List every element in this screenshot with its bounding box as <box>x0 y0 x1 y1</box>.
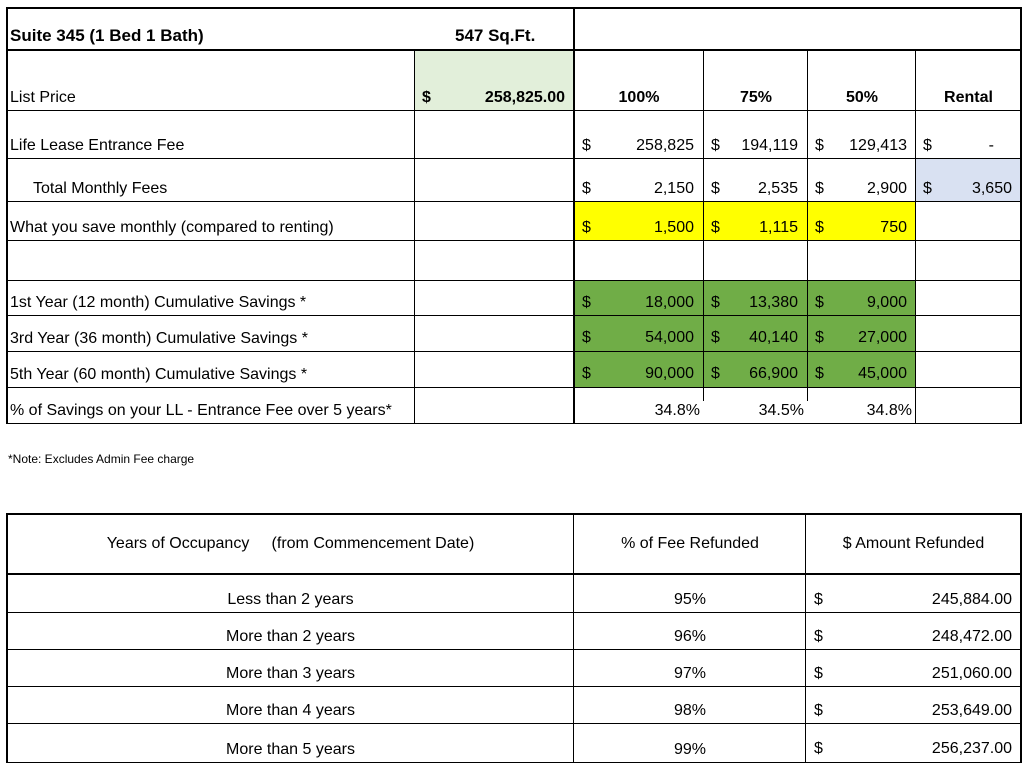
pct-savings-50: 34.8% <box>866 402 912 419</box>
pct-savings-100: 34.8% <box>654 402 700 419</box>
entrance-fee-label: Life Lease Entrance Fee <box>10 137 185 154</box>
list-price-value: 258,825.00 <box>484 89 565 106</box>
year3-75: 40,140 <box>749 329 798 346</box>
year1-50: 9,000 <box>866 294 907 311</box>
monthly-fees-rental: 3,650 <box>971 180 1012 197</box>
year1-75: 13,380 <box>749 294 798 311</box>
monthly-fees-currency-50: $ <box>815 180 824 197</box>
refund-row-period: More than 4 years <box>226 702 355 719</box>
monthly-fees-label: Total Monthly Fees <box>33 180 168 197</box>
year3-currency-100: $ <box>582 329 591 346</box>
refund-header-amount: $ Amount Refunded <box>842 535 985 552</box>
monthly-savings-currency-50: $ <box>815 219 824 236</box>
pct-savings-75: 34.5% <box>758 402 804 419</box>
refund-row-amount: 251,060.00 <box>931 665 1012 682</box>
refund-row-currency: $ <box>814 591 823 608</box>
pct-savings-label: % of Savings on your LL - Entrance Fee over 5 years* <box>10 402 392 419</box>
monthly-savings-75: 1,115 <box>759 219 798 236</box>
year3-savings-label: 3rd Year (36 month) Cumulative Savings * <box>10 330 308 347</box>
refund-header-percent: % of Fee Refunded <box>621 535 759 552</box>
year1-currency-50: $ <box>815 294 824 311</box>
entrance-fee-currency-75: $ <box>711 137 720 154</box>
admin-fee-note: *Note: Excludes Admin Fee charge <box>8 452 195 466</box>
entrance-fee-currency-rental: $ <box>923 137 932 154</box>
year3-currency-75: $ <box>711 329 720 346</box>
refund-row-period: Less than 2 years <box>227 591 354 608</box>
list-price-label: List Price <box>10 89 76 106</box>
refund-row-period: More than 5 years <box>226 741 355 758</box>
year3-currency-50: $ <box>815 329 824 346</box>
year5-50: 45,000 <box>858 365 907 382</box>
year1-100: 18,000 <box>645 294 694 311</box>
year5-currency-100: $ <box>582 365 591 382</box>
monthly-savings-currency-100: $ <box>582 219 591 236</box>
year3-100: 54,000 <box>645 329 694 346</box>
refund-row-percent: 97% <box>673 665 707 682</box>
monthly-savings-50: 750 <box>880 219 907 236</box>
year5-savings-label: 5th Year (60 month) Cumulative Savings * <box>10 366 308 383</box>
refund-row-amount: 248,472.00 <box>931 628 1012 645</box>
year3-50: 27,000 <box>858 329 907 346</box>
entrance-fee-75: 194,119 <box>741 137 798 154</box>
entrance-fee-50: 129,413 <box>849 137 907 154</box>
suite-title: Suite 345 (1 Bed 1 Bath) <box>10 26 204 45</box>
refund-row-percent: 95% <box>673 591 707 608</box>
refund-row-currency: $ <box>814 665 823 682</box>
refund-row-percent: 99% <box>673 741 707 758</box>
year5-currency-50: $ <box>815 365 824 382</box>
refund-row-amount: 253,649.00 <box>931 702 1012 719</box>
header-rental: Rental <box>944 89 993 106</box>
refund-header-years: Years of Occupancy (from Commencement Date) <box>106 535 475 552</box>
monthly-fees-currency-75: $ <box>711 180 720 197</box>
entrance-fee-rental: - <box>988 137 994 154</box>
monthly-fees-100: 2,150 <box>653 180 694 197</box>
refund-row-period: More than 2 years <box>226 628 355 645</box>
year1-currency-100: $ <box>582 294 591 311</box>
monthly-savings-currency-75: $ <box>711 219 720 236</box>
header-75: 75% <box>739 89 773 106</box>
refund-row-currency: $ <box>814 628 823 645</box>
year5-currency-75: $ <box>711 365 720 382</box>
year5-100: 90,000 <box>645 365 694 382</box>
refund-row-currency: $ <box>814 740 823 757</box>
header-100: 100% <box>618 89 660 106</box>
suite-area: 547 Sq.Ft. <box>455 26 536 45</box>
entrance-fee-currency-100: $ <box>582 137 591 154</box>
refund-row-amount: 245,884.00 <box>931 591 1012 608</box>
refund-row-period: More than 3 years <box>226 665 355 682</box>
monthly-fees-currency-100: $ <box>582 180 591 197</box>
refund-row-amount: 256,237.00 <box>931 740 1012 757</box>
monthly-savings-label: What you save monthly (compared to renting) <box>10 219 334 236</box>
year5-75: 66,900 <box>749 365 798 382</box>
entrance-fee-100: 258,825 <box>636 137 694 154</box>
header-50: 50% <box>845 89 879 106</box>
monthly-fees-50: 2,900 <box>866 180 907 197</box>
refund-row-percent: 98% <box>673 702 707 719</box>
monthly-savings-100: 1,500 <box>653 219 694 236</box>
year1-savings-label: 1st Year (12 month) Cumulative Savings * <box>10 294 307 311</box>
list-price-currency: $ <box>422 89 431 106</box>
refund-row-percent: 96% <box>673 628 707 645</box>
entrance-fee-currency-50: $ <box>815 137 824 154</box>
year1-currency-75: $ <box>711 294 720 311</box>
monthly-fees-currency-rental: $ <box>923 180 932 197</box>
monthly-fees-75: 2,535 <box>757 180 798 197</box>
refund-row-currency: $ <box>814 702 823 719</box>
